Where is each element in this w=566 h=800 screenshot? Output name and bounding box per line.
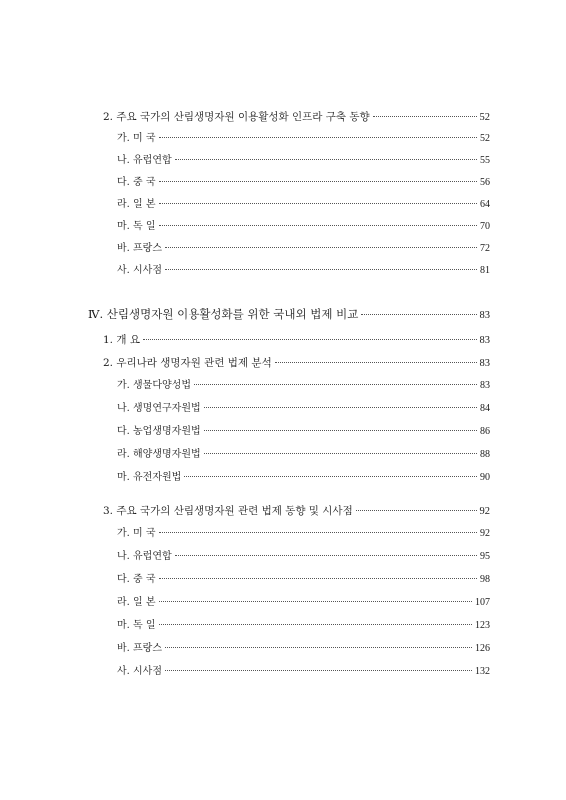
toc-entry-label: 1. 개 요: [103, 334, 140, 346]
toc-entry-label: 나. 유럽연합: [117, 551, 172, 562]
toc-entry-item[interactable]: [117, 175, 490, 191]
toc-page-number: 92: [479, 506, 490, 517]
toc-entry-item[interactable]: [117, 131, 490, 147]
toc-page-number: 52: [479, 112, 490, 123]
leader-dots: [204, 453, 477, 454]
leader-dots: [373, 116, 477, 117]
toc-entry-chapter-4[interactable]: [88, 306, 490, 322]
leader-dots: [143, 339, 477, 340]
toc-entry-item[interactable]: [117, 526, 490, 542]
toc-entry-section-2[interactable]: [103, 109, 490, 125]
leader-dots: [275, 362, 477, 363]
toc-page-number: 83: [479, 358, 490, 369]
toc-page-number: 92: [480, 528, 490, 539]
toc-entry-label: 가. 미 국: [117, 528, 156, 539]
toc-entry-item[interactable]: [117, 549, 490, 565]
toc-entry-label: 가. 미 국: [117, 133, 156, 144]
toc-entry-item[interactable]: [117, 618, 490, 634]
toc-entry-item[interactable]: [117, 197, 490, 213]
toc-page-number: 81: [480, 265, 490, 276]
toc-entry-item[interactable]: [117, 447, 490, 463]
leader-dots: [184, 476, 477, 477]
toc-page-number: 72: [480, 243, 490, 254]
leader-dots: [361, 314, 476, 315]
toc-entry-section-2-law[interactable]: [103, 355, 490, 371]
leader-dots: [159, 624, 472, 625]
toc-page-number: 83: [479, 335, 490, 346]
leader-dots: [159, 532, 477, 533]
toc-entry-label: 사. 시사점: [117, 666, 162, 677]
toc-page-number: 107: [475, 597, 490, 608]
leader-dots: [165, 670, 472, 671]
leader-dots: [159, 225, 477, 226]
leader-dots: [159, 137, 477, 138]
toc-entry-label: 바. 프랑스: [117, 643, 162, 654]
leader-dots: [159, 181, 477, 182]
leader-dots: [165, 247, 477, 248]
leader-dots: [159, 578, 477, 579]
toc-entry-item[interactable]: [117, 595, 490, 611]
toc-page-number: 52: [480, 133, 490, 144]
toc-page-number: 56: [480, 177, 490, 188]
leader-dots: [175, 159, 477, 160]
leader-dots: [165, 647, 472, 648]
toc-entry-label: 라. 일 본: [117, 199, 156, 210]
toc-page-number: 88: [480, 449, 490, 460]
leader-dots: [159, 601, 472, 602]
toc-page-number: 98: [480, 574, 490, 585]
toc-entry-item[interactable]: [117, 641, 490, 657]
toc-entry-item[interactable]: [117, 378, 490, 394]
leader-dots: [204, 430, 477, 431]
toc-entry-section-1[interactable]: [103, 332, 490, 348]
toc-entry-label: 2. 우리나라 생명자원 관련 법제 분석: [103, 357, 272, 369]
toc-entry-label: 3. 주요 국가의 산림생명자원 관련 법제 동향 및 시사점: [103, 505, 353, 517]
toc-entry-label: 바. 프랑스: [117, 243, 162, 254]
leader-dots: [204, 407, 477, 408]
leader-dots: [159, 203, 477, 204]
toc-entry-label: 마. 유전자원법: [117, 472, 182, 483]
toc-entry-label: 라. 일 본: [117, 597, 156, 608]
toc-page-number: 126: [475, 643, 490, 654]
toc-page-number: 83: [479, 310, 490, 321]
toc-entry-section-3-law[interactable]: [103, 503, 490, 519]
toc-entry-label: 사. 시사점: [117, 265, 162, 276]
toc-entry-label: 마. 독 일: [117, 620, 156, 631]
leader-dots: [175, 555, 477, 556]
toc-entry-item[interactable]: [117, 401, 490, 417]
leader-dots: [356, 510, 477, 511]
toc-page-number: 86: [480, 426, 490, 437]
toc-entry-label: 나. 생명연구자원법: [117, 403, 201, 414]
toc-page-number: 83: [480, 380, 490, 391]
toc-page-number: 55: [480, 155, 490, 166]
leader-dots: [165, 269, 477, 270]
toc-page-number: 84: [480, 403, 490, 414]
toc-page-number: 90: [480, 472, 490, 483]
toc-entry-label: 다. 중 국: [117, 177, 156, 188]
leader-dots: [194, 384, 477, 385]
toc-entry-item[interactable]: [117, 241, 490, 257]
toc-entry-item[interactable]: [117, 470, 490, 486]
toc-entry-item[interactable]: [117, 219, 490, 235]
toc-entry-label: 마. 독 일: [117, 221, 156, 232]
toc-entry-item[interactable]: [117, 263, 490, 279]
toc-entry-label: 나. 유럽연합: [117, 155, 172, 166]
toc-entry-label: Ⅳ. 산림생명자원 이용활성화를 위한 국내외 법제 비교: [88, 307, 359, 321]
toc-page-number: 123: [475, 620, 490, 631]
toc-page-number: 95: [480, 551, 490, 562]
toc-page-number: 70: [480, 221, 490, 232]
toc-entry-item[interactable]: [117, 572, 490, 588]
toc-entry-label: 다. 농업생명자원법: [117, 426, 201, 437]
toc-entry-label: 다. 중 국: [117, 574, 156, 585]
toc-entry-item[interactable]: [117, 153, 490, 169]
toc-entry-item[interactable]: [117, 664, 490, 680]
toc-entry-item[interactable]: [117, 424, 490, 440]
toc-page-number: 64: [480, 199, 490, 210]
toc-entry-label: 가. 생물다양성법: [117, 380, 191, 391]
toc-entry-label: 라. 해양생명자원법: [117, 449, 201, 460]
toc-page-number: 132: [475, 666, 490, 677]
toc-entry-label: 2. 주요 국가의 산림생명자원 이용활성화 인프라 구축 동향: [103, 111, 370, 123]
